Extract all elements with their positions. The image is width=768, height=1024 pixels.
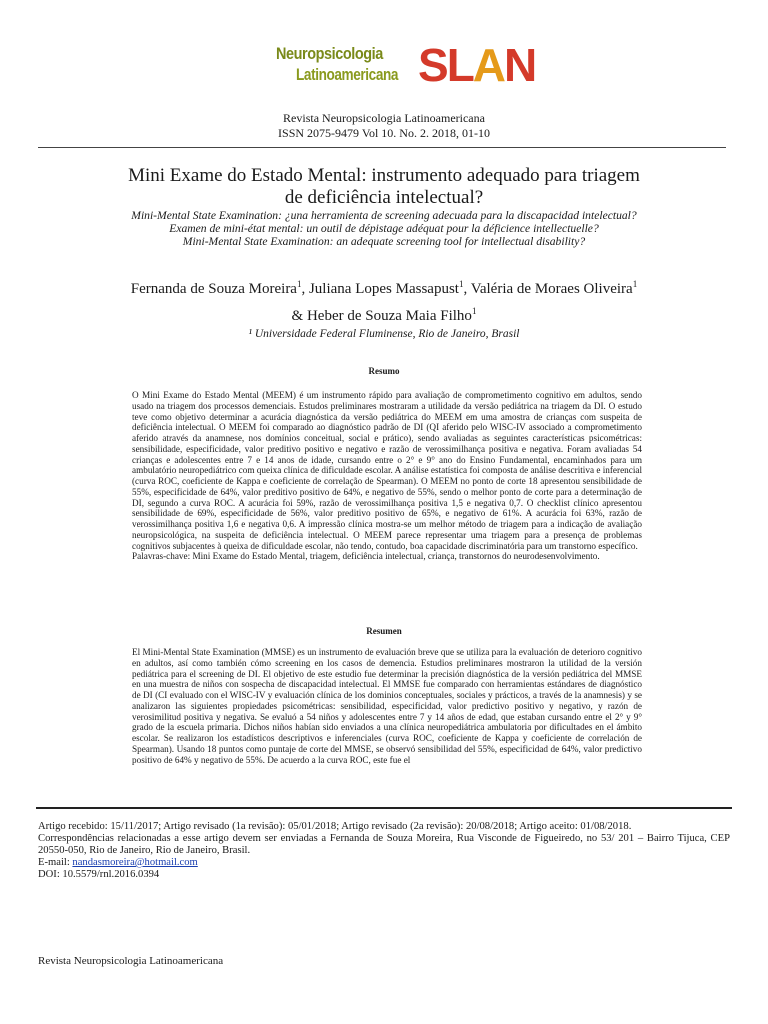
resumen-heading: Resumen <box>366 626 402 636</box>
footnote-divider <box>36 807 732 809</box>
header-divider <box>38 147 726 148</box>
author-list: Fernanda de Souza Moreira$^1$, Juliana Lopes Massapust$^1$, Valéria de Moraes Oliveira$^1$ & Heber de Souza Maia Filho$^1$ <box>130 279 638 324</box>
journal-name: Revista Neuropsicologia Latinoamericana <box>283 111 485 125</box>
email-line: E-mail: nandasmoreira@hotmail.com <box>38 857 198 868</box>
resumo-body: O Mini Exame do Estado Mental (MEEM) é um instrumento rápido para avaliação de comprometimento cognitivo em adultos, sendo usado na triagem dos processos demenciais. Estudos preliminares mostraram a utilidade da versão pediátrica na triagem da DI. O estudo teve como objetivo determinar a acurácia diagnóstica da versão pediátrica do MEEM em uma amostra de crianças com suspeita de deficiência intelectual. O MEEM foi comparado ao diagnóstico padrão de DI (QI aferido pelo WISC-IV associado a comprometimento aferido através da anamnese, nos domínios conceitual, social e prático), sendo avaliadas as seguintes características psicométricas: sensibilidade, especificidade, valor preditivo positivo e negativo e razão de verossimilhança positiva e negativa. Foram avaliadas 54 crianças e adolescentes entre 7 e 14 anos de idade, cursando entre o 2° e 9° ano do Ensino Fundamental, encaminhados para um ambulatório neuropediátrico com queixa clínica de dificuldade escolar. A análise estatística foi composta de análise descritiva e inferencial (curva ROC, coeficiente de Kappa e coeficiente de correlação de Spearman). O MEEM no ponto de corte 18 apresentou sensibilidade de 55%, especificidade de 64%, valor preditivo positivo de 64%, e negativo de 55%, sendo o melhor ponto de corte para a determinação de DI, segundo a curva ROC. A acurácia foi 59%, razão de verossimilhança positiva 1,5 e negativa 0,7. O checklist clínico apresentou sensibilidade de 69%, especificidade de 56%, valor preditivo positivo de 65%, e negativo de 61%. A acurácia foi 63%, razão de verossimilhança positiva 1,6 e negativa 0,6. A impressão clínica mostra-se um melhor método de triagem para a indicação de avaliação neuropsicológica, na suspeita de deficiência intelectual. O MEEM parece representar uma triagem para a presença de problemas cognitivos subjacentes à queixa de dificuldade escolar, não tendo, contudo, boa capacidade discriminatória para um transtorno específico. <box>132 390 642 551</box>
keywords: Palavras-chave: Mini Exame do Estado Mental, triagem, deficiência intelectual, criança, transtornos do neurodesenvolvimento. <box>132 551 600 562</box>
resumen-abstract <box>132 647 642 765</box>
logo-text-neuropsicologia: Neuropsicologia <box>276 44 383 63</box>
article-dates: Artigo recebido: 15/11/2017; Artigo revisado (1a revisão): 05/01/2018; Artigo revisado (2a revisão): 20/08/2018; Artigo aceito: 01/08/2018. <box>38 821 632 832</box>
resumo-heading: Resumo <box>368 366 400 376</box>
article-title: Mini Exame do Estado Mental: instrumento adequado para triagem de deficiência intelectual? <box>128 165 640 208</box>
subtitle-spanish: Mini-Mental State Examination: ¿una herramienta de screening adecuada para la discapacidad intelectual? <box>131 209 637 222</box>
correspondence-note: Correspondências relacionadas a esse artigo devem ser enviadas a Fernanda de Souza Moreira, Rua Visconde de Figueiredo, no 53/ 201 – Bairro Tijuca, CEP 20550-050, Rio de Janeiro, Rio de Janeiro, Brasil. <box>38 833 730 856</box>
subtitle-french: Examen de mini-état mental: un outil de dépistage adéquat pour la déficience intellectuelle? <box>169 222 599 235</box>
page-footer: Revista Neuropsicologia Latinoamericana <box>38 955 224 967</box>
logo-text-latinoamericana: Latinoamericana <box>296 65 399 84</box>
article-footnotes <box>38 821 730 881</box>
email-link[interactable]: nandasmoreira@hotmail.com <box>72 857 198 868</box>
doi-line: DOI: 10.5579/rnl.2016.0394 <box>38 869 160 880</box>
author-name: Juliana Lopes Massapust <box>308 281 459 297</box>
resumo-abstract <box>132 390 642 562</box>
issn-line: ISSN 2075-9479 Vol 10. No. 2. 2018, 01-10 <box>278 126 490 140</box>
subtitle-english: Mini-Mental State Examination: an adequate screening tool for intellectual disability? <box>182 235 586 248</box>
affiliation: ¹ Universidade Federal Fluminense, Rio de Janeiro, Brasil <box>248 328 520 340</box>
author-name: Valéria de Moraes Oliveira <box>470 281 633 297</box>
journal-logo <box>276 39 536 100</box>
author-name: Fernanda de Souza Moreira <box>130 281 297 297</box>
logo-slan: SLAN <box>418 39 536 91</box>
author-name: Heber de Souza Maia Filho <box>306 308 472 324</box>
resumen-body: El Mini-Mental State Examination (MMSE) es un instrumento de evaluación breve que se utiliza para la evaluación de deterioro cognitivo en adultos, así como también cómo screening en los casos de demencia. Estudios preliminares mostraron la utilidad de la versión pediátrica para el screening de DI. El objetivo de este estudio fue determinar la precisión diagnóstica de la versión pediátrica del MMSE en una muestra de niños con sospecha de discapacidad intelectual. El MMSE fue comparado con herramientas estándares de diagnóstico de DI (CI evaluado con el WISC-IV y evaluación clínica de los dominios conceptuales, sociales y prácticos, a través de la anamnesis) y se analizaron las siguientes propiedades psicométricas: sensibilidad, especificidad, valor predictivo positivo y negativo, y razón de verosimilitud positiva y negativa. Se evaluó a 54 niños y adolescentes entre 7 y 14 años de edad, que estaban cursando entre el 2° y 9° grado de la escuela primaria. Dichos niños habían sido enviados a una clínica neuropediátrica ambulatoria por dificultades en el ámbito escolar. Se realizaron los estadísticos descriptivos e inferenciales (curva ROC, coeficiente de Kappa y coeficiente de correlación de Spearman). Usando 18 puntos como puntaje de corte del MMSE, se observó sensibilidad del 55%, especificidad de 64%, valor predictivo positivo de 64% y negativo de 55%. De acuerdo a la curva ROC, este fue el <box>132 647 642 765</box>
